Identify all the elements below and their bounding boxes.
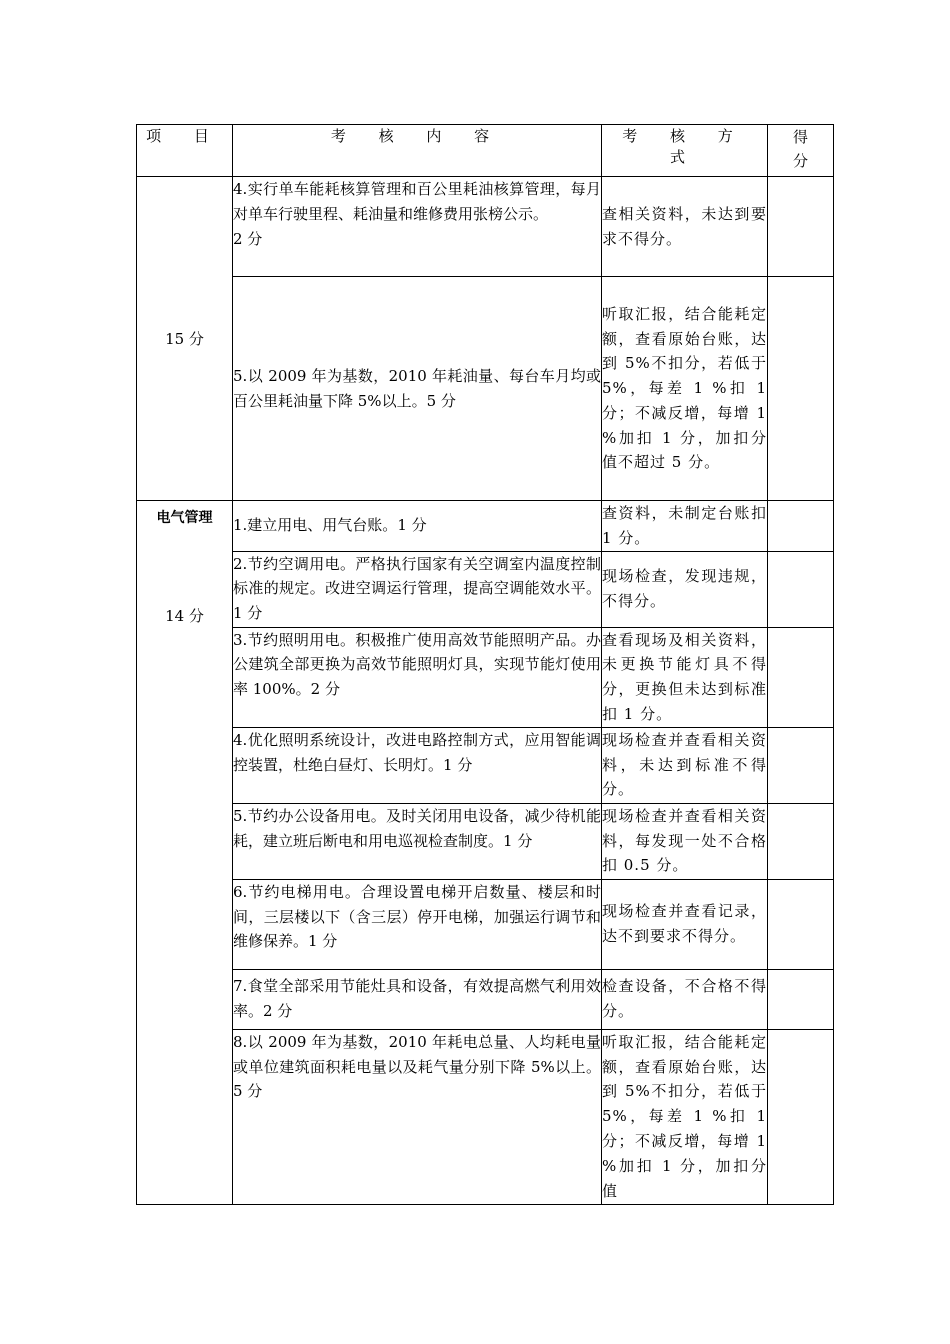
- content-text: 4.实行单车能耗核算管理和百公里耗油核算管理，每月对单车行驶里程、耗油量和维修费用张榜公示。: [233, 180, 601, 223]
- table-header-row: [137, 125, 834, 177]
- table-row: [137, 879, 834, 969]
- method-cell: 听取汇报，结合能耗定额，查看原始台账，达到 5%不扣分，若低于 5%，每差 1 %扣 1 分；不减反增，每增 1 %加扣 1 分，加扣分值不超过 5 分。: [602, 277, 768, 501]
- score-cell: [768, 627, 834, 727]
- table-row: [137, 627, 834, 727]
- score-cell: [768, 277, 834, 501]
- table-row: [137, 727, 834, 803]
- content-cell: 1.建立用电、用气台账。1 分: [233, 501, 602, 552]
- table-row: [137, 969, 834, 1029]
- assessment-table: [136, 124, 834, 1205]
- table-row: [137, 1029, 834, 1204]
- content-cell: 4.优化照明系统设计，改进电路控制方式，应用智能调控装置，杜绝白昼灯、长明灯。1 分: [233, 727, 602, 803]
- table-row: [137, 177, 834, 277]
- score-cell: [768, 1029, 834, 1204]
- section2-project-cell: [137, 501, 233, 1205]
- method-cell: 检查设备，不合格不得分。: [602, 969, 768, 1029]
- section1-project-cell: [137, 177, 233, 501]
- header-score: 得分: [768, 125, 834, 177]
- content-cell: 3.节约照明用电。积极推广使用高效节能照明产品。办公建筑全部更换为高效节能照明灯具，实现节能灯使用率 100%。2 分: [233, 627, 602, 727]
- section1-score: 15 分: [165, 330, 204, 348]
- content-cell: 6.节约电梯用电。合理设置电梯开启数量、楼层和时间，三层楼以下（含三层）停开电梯，加强运行调节和维修保养。1 分: [233, 879, 602, 969]
- section2-title: 电气管理: [156, 510, 213, 526]
- method-cell: 听取汇报，结合能耗定额，查看原始台账，达到 5%不扣分，若低于 5%，每差 1 %扣 1 分；不减反增，每增 1 %加扣 1 分，加扣分值: [602, 1029, 768, 1204]
- header-method: 考 核 方 式: [602, 125, 768, 177]
- score-cell: [768, 551, 834, 627]
- header-content: 考 核 内 容: [233, 125, 602, 177]
- method-cell: 现场检查并查看记录，达不到要求不得分。: [602, 879, 768, 969]
- score-cell: [768, 177, 834, 277]
- table-row: [137, 803, 834, 879]
- content-cell: 5.以 2009 年为基数，2010 年耗油量、每台车月均或百公里耗油量下降 5%以上。5 分: [233, 277, 602, 501]
- table-row: [137, 501, 834, 552]
- table-row: [137, 277, 834, 501]
- content-cell: 7.食堂全部采用节能灶具和设备，有效提高燃气利用效率。2 分: [233, 969, 602, 1029]
- content-cell: 8.以 2009 年为基数，2010 年耗电总量、人均耗电量或单位建筑面积耗电量以及耗气量分别下降 5%以上。5 分: [233, 1029, 602, 1204]
- method-cell: 查资料，未制定台账扣 1 分。: [602, 501, 768, 552]
- score-cell: [768, 969, 834, 1029]
- content-points: 2 分: [233, 229, 263, 248]
- score-cell: [768, 727, 834, 803]
- section2-score: 14 分: [165, 607, 204, 625]
- method-cell: 查相关资料，未达到要求不得分。: [602, 177, 768, 277]
- method-cell: 查看现场及相关资料，未更换节能灯具不得分，更换但未达到标准扣 1 分。: [602, 627, 768, 727]
- table-row: [137, 551, 834, 627]
- method-cell: 现场检查并查看相关资料，每发现一处不合格扣 0.5 分。: [602, 803, 768, 879]
- header-project: 项 目: [137, 125, 233, 177]
- content-cell: 5.节约办公设备用电。及时关闭用电设备，减少待机能耗，建立班后断电和用电巡视检查制度。1 分: [233, 803, 602, 879]
- score-cell: [768, 803, 834, 879]
- content-cell: 2.节约空调用电。严格执行国家有关空调室内温度控制标准的规定。改进空调运行管理，提高空调能效水平。1 分: [233, 551, 602, 627]
- content-cell: [233, 177, 602, 277]
- method-cell: 现场检查，发现违规，不得分。: [602, 551, 768, 627]
- method-cell: 现场检查并查看相关资料，未达到标准不得分。: [602, 727, 768, 803]
- score-cell: [768, 879, 834, 969]
- score-cell: [768, 501, 834, 552]
